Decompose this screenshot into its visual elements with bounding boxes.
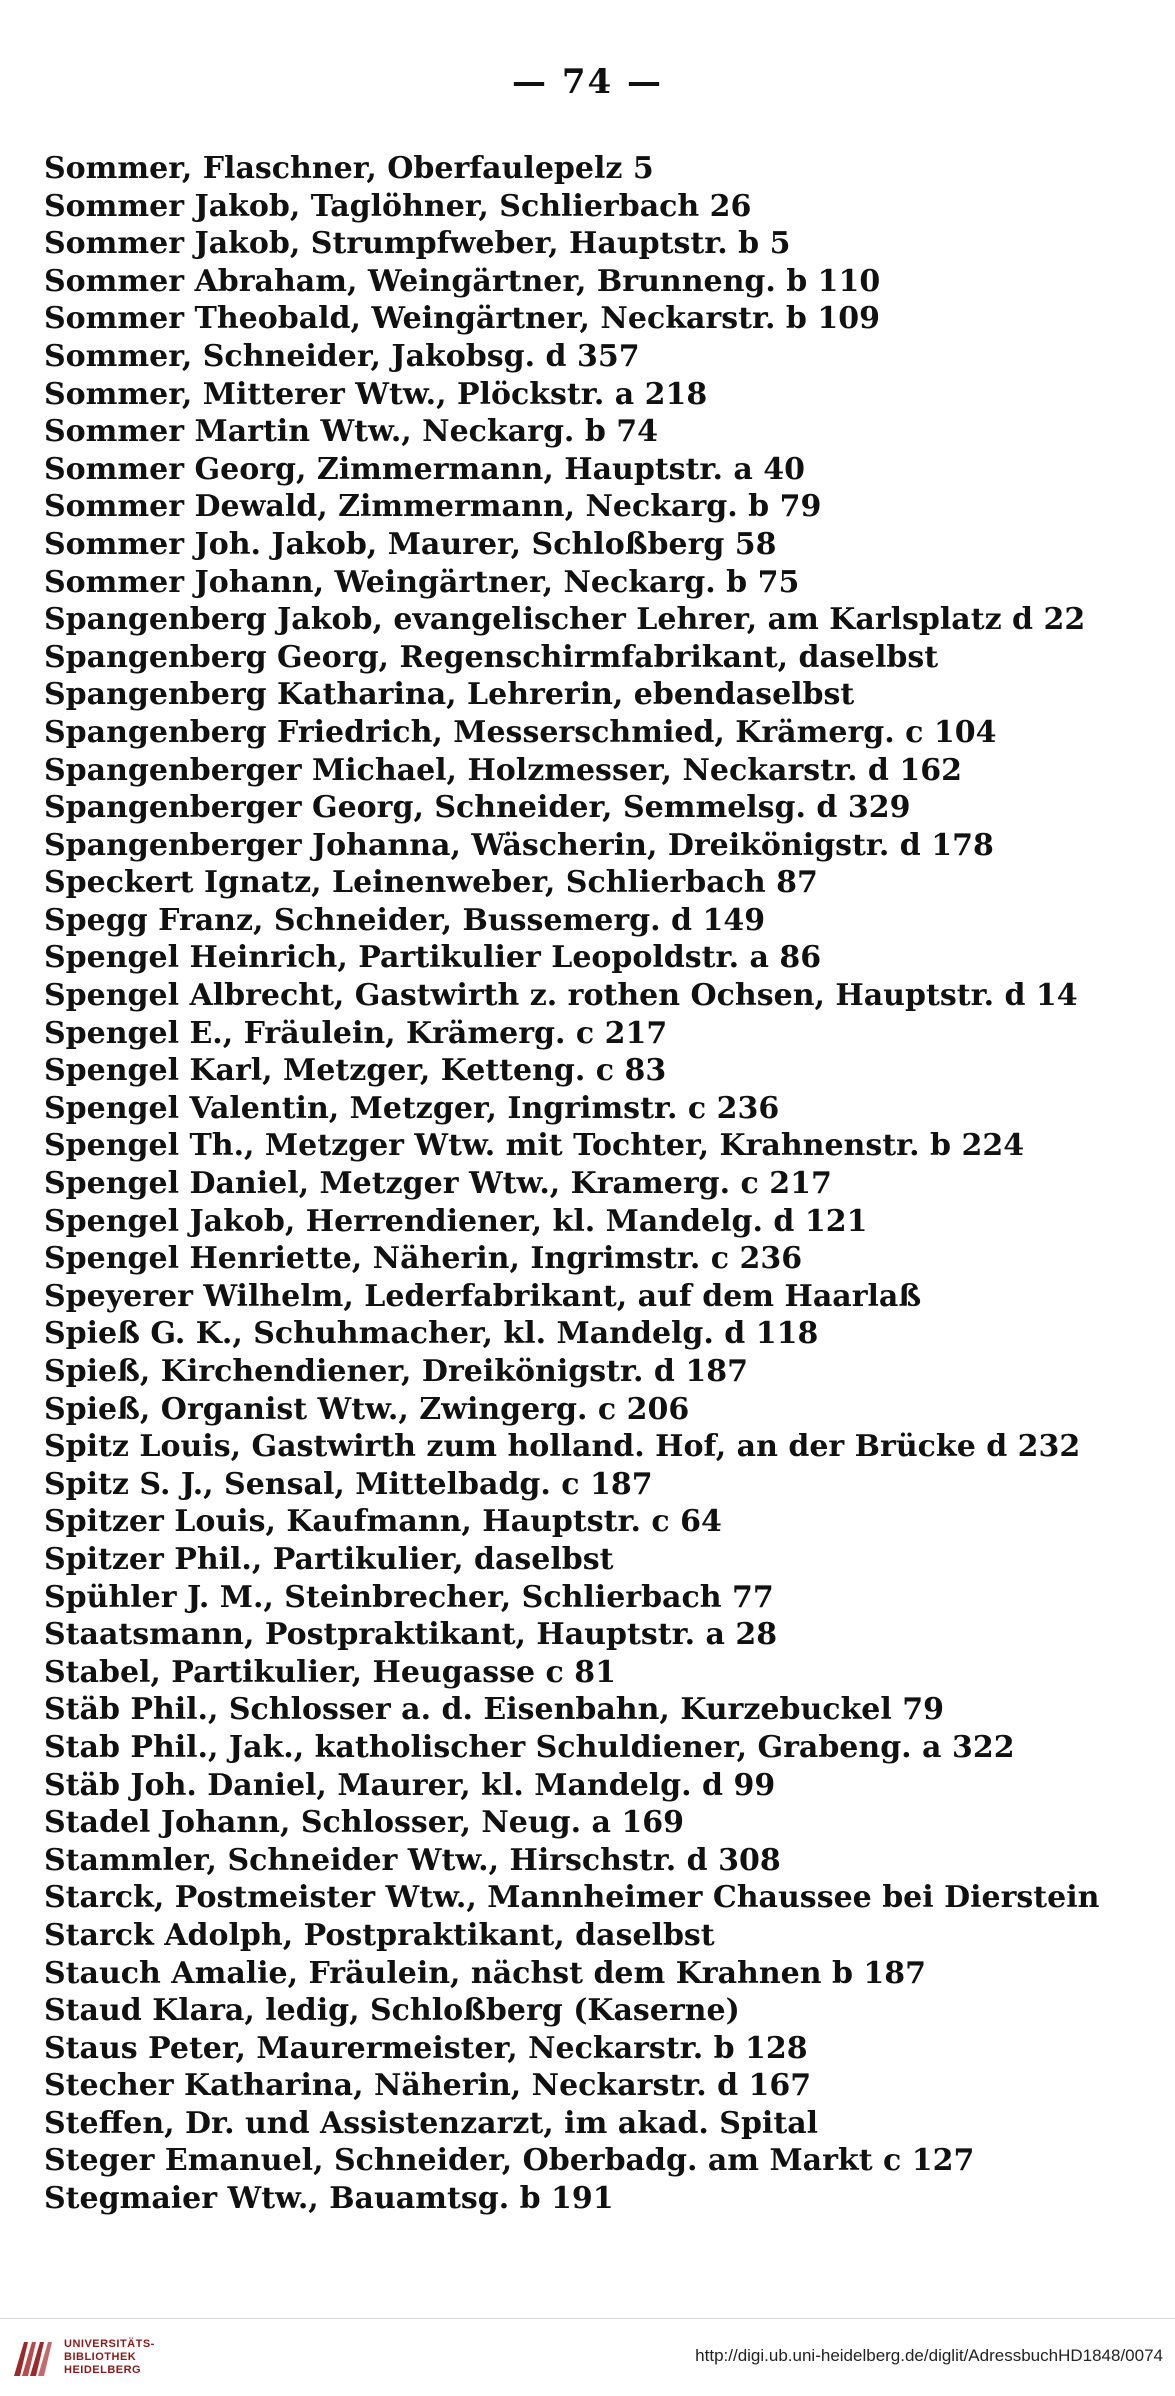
directory-entry: Spangenberger Michael, Holzmesser, Neckarstr. d 162 bbox=[44, 752, 962, 788]
directory-entry: Stabel, Partikulier, Heugasse c 81 bbox=[44, 1654, 616, 1690]
directory-entry: Staatsmann, Postpraktikant, Hauptstr. a 28 bbox=[44, 1617, 778, 1653]
directory-entry: Steffen, Dr. und Assistenzarzt, im akad. Spital bbox=[44, 2105, 819, 2141]
directory-entry: Sommer Martin Wtw., Neckarg. b 74 bbox=[44, 414, 658, 450]
directory-entry: Sommer, Mitterer Wtw., Plöckstr. a 218 bbox=[44, 376, 708, 412]
directory-entry: Spengel Jakob, Herrendiener, kl. Mandelg. d 121 bbox=[44, 1203, 868, 1239]
directory-entry: Spangenberg Katharina, Lehrerin, ebendaselbst bbox=[44, 677, 855, 713]
viewer-footer bbox=[0, 2320, 1175, 2396]
directory-entry: Steger Emanuel, Schneider, Oberbadg. am Markt c 127 bbox=[44, 2143, 975, 2179]
directory-entry: Spangenberg Georg, Regenschirmfabrikant, daselbst bbox=[44, 639, 939, 675]
directory-entry: Spitz S. J., Sensal, Mittelbadg. c 187 bbox=[44, 1466, 653, 1502]
directory-entry: Spengel E., Fräulein, Krämerg. c 217 bbox=[44, 1015, 668, 1051]
directory-entry: Sommer Joh. Jakob, Maurer, Schloßberg 58 bbox=[44, 526, 777, 562]
logo-line: UNIVERSITÄTS- bbox=[64, 2337, 155, 2350]
page-number: — 74 — bbox=[512, 62, 663, 102]
library-logo[interactable] bbox=[10, 2334, 155, 2380]
directory-entry-list bbox=[44, 150, 1144, 2218]
directory-entry: Sommer, Flaschner, Oberfaulepelz 5 bbox=[44, 151, 654, 186]
directory-entry: Sommer Theobald, Weingärtner, Neckarstr. b 109 bbox=[44, 301, 880, 337]
directory-entry: Spieß, Organist Wtw., Zwingerg. c 206 bbox=[44, 1391, 690, 1427]
logo-line: HEIDELBERG bbox=[64, 2363, 142, 2376]
directory-entry: Sommer, Schneider, Jakobsg. d 357 bbox=[44, 338, 640, 374]
library-logo-icon bbox=[10, 2334, 56, 2380]
directory-entry: Spühler J. M., Steinbrecher, Schlierbach 77 bbox=[44, 1579, 774, 1615]
directory-entry: Stab Phil., Jak., katholischer Schuldiener, Grabeng. a 322 bbox=[44, 1729, 1015, 1765]
directory-entry: Spengel Daniel, Metzger Wtw., Kramerg. c 217 bbox=[44, 1166, 832, 1202]
directory-entry: Spengel Th., Metzger Wtw. mit Tochter, Krahnenstr. b 224 bbox=[44, 1128, 1025, 1164]
source-url[interactable]: http://digi.ub.uni-heidelberg.de/diglit/AdressbuchHD1848/0074 bbox=[695, 2346, 1163, 2365]
directory-entry: Speckert Ignatz, Leinenweber, Schlierbach 87 bbox=[44, 865, 818, 901]
directory-entry: Stadel Johann, Schlosser, Neug. a 169 bbox=[44, 1805, 685, 1841]
directory-entry: Spangenberger Johanna, Wäscherin, Dreikönigstr. d 178 bbox=[44, 827, 994, 863]
directory-entry: Spitzer Phil., Partikulier, daselbst bbox=[44, 1541, 614, 1577]
directory-entry: Staus Peter, Maurermeister, Neckarstr. b 128 bbox=[44, 2030, 808, 2066]
directory-entry: Spieß G. K., Schuhmacher, kl. Mandelg. d 118 bbox=[44, 1316, 819, 1352]
directory-entry: Spengel Valentin, Metzger, Ingrimstr. c 236 bbox=[44, 1090, 780, 1126]
directory-entry: Stecher Katharina, Näherin, Neckarstr. d 167 bbox=[44, 2068, 812, 2104]
directory-entry: Sommer Johann, Weingärtner, Neckarg. b 75 bbox=[44, 564, 800, 600]
footer-divider bbox=[0, 2318, 1175, 2319]
directory-entry: Speyerer Wilhelm, Lederfabrikant, auf dem Haarlaß bbox=[44, 1278, 922, 1314]
directory-entry: Spangenberg Friedrich, Messerschmied, Krämerg. c 104 bbox=[44, 714, 997, 750]
directory-entry: Spengel Heinrich, Partikulier Leopoldstr. a 86 bbox=[44, 940, 822, 976]
directory-entry: Starck, Postmeister Wtw., Mannheimer Chaussee bei Dierstein bbox=[44, 1880, 1100, 1916]
directory-entry: Stauch Amalie, Fräulein, nächst dem Krahnen b 187 bbox=[44, 1955, 927, 1991]
directory-entry: Spangenberg Jakob, evangelischer Lehrer, am Karlsplatz d 22 bbox=[44, 602, 1086, 638]
directory-entry: Stäb Joh. Daniel, Maurer, kl. Mandelg. d 99 bbox=[44, 1767, 776, 1803]
directory-entry: Stammler, Schneider Wtw., Hirschstr. d 308 bbox=[44, 1842, 781, 1878]
directory-entry: Spengel Karl, Metzger, Ketteng. c 83 bbox=[44, 1053, 667, 1089]
directory-entry: Sommer Jakob, Strumpfweber, Hauptstr. b 5 bbox=[44, 226, 791, 262]
directory-entry: Sommer Abraham, Weingärtner, Brunneng. b 110 bbox=[44, 263, 881, 299]
library-logo-text bbox=[64, 2338, 155, 2377]
directory-entry: Spitzer Louis, Kaufmann, Hauptstr. c 64 bbox=[44, 1504, 722, 1540]
directory-entry: Stegmaier Wtw., Bauamtsg. b 191 bbox=[44, 2181, 614, 2217]
directory-entry: Sommer Georg, Zimmermann, Hauptstr. a 40 bbox=[44, 451, 806, 487]
directory-entry: Sommer Dewald, Zimmermann, Neckarg. b 79 bbox=[44, 489, 822, 525]
directory-entry: Spengel Albrecht, Gastwirth z. rothen Ochsen, Hauptstr. d 14 bbox=[44, 978, 1078, 1014]
directory-entry: Stäb Phil., Schlosser a. d. Eisenbahn, Kurzebuckel 79 bbox=[44, 1692, 944, 1728]
directory-entry: Spegg Franz, Schneider, Bussemerg. d 149 bbox=[44, 902, 766, 938]
directory-entry: Spitz Louis, Gastwirth zum holland. Hof, an der Brücke d 232 bbox=[44, 1429, 1081, 1465]
directory-entry: Spieß, Kirchendiener, Dreikönigstr. d 187 bbox=[44, 1354, 748, 1389]
logo-line: BIBLIOTHEK bbox=[64, 2350, 137, 2363]
directory-entry: Sommer Jakob, Taglöhner, Schlierbach 26 bbox=[44, 188, 752, 224]
directory-entry: Staud Klara, ledig, Schloßberg (Kaserne) bbox=[44, 1993, 740, 2029]
directory-entry: Spangenberger Georg, Schneider, Semmelsg. d 329 bbox=[44, 790, 911, 826]
directory-entry: Spengel Henriette, Näherin, Ingrimstr. c 236 bbox=[44, 1241, 803, 1277]
directory-entry: Starck Adolph, Postpraktikant, daselbst bbox=[44, 1917, 715, 1953]
